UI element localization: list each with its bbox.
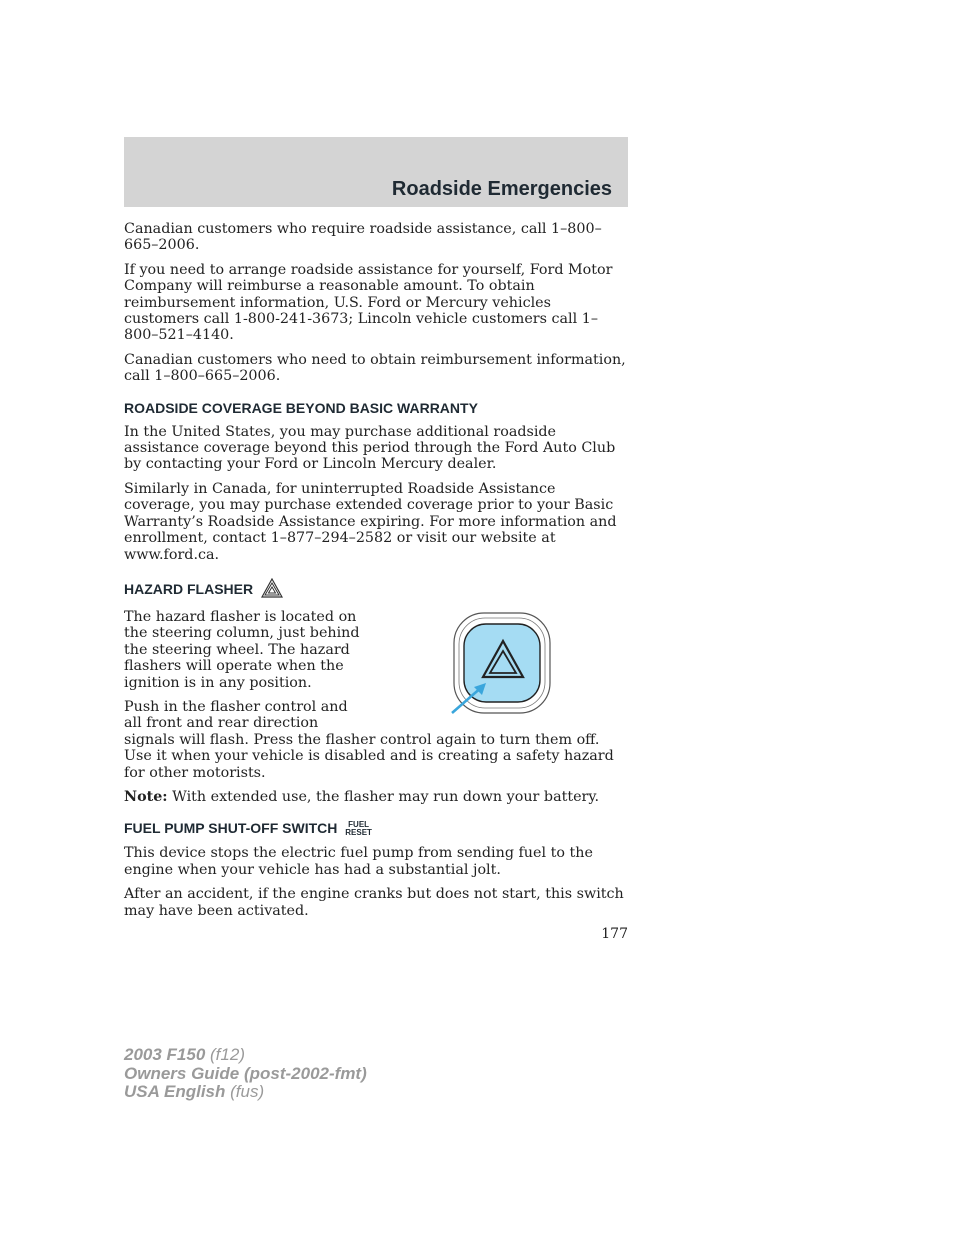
hazard-note	[124, 789, 628, 805]
coverage-heading: ROADSIDE COVERAGE BEYOND BASIC WARRANTY	[124, 399, 478, 416]
fuel-paragraph-2: After an accident, if the engine cranks but does not start, this switch may have been activated.	[124, 886, 624, 919]
footer-line-1	[124, 1046, 367, 1065]
footer-language: USA English	[124, 1082, 226, 1101]
hazard-flasher-illustration	[378, 611, 568, 721]
fuel-reset-icon-line2: RESET	[345, 828, 372, 838]
footer-line-2	[124, 1065, 367, 1084]
fuel-heading-text: FUEL PUMP SHUT-OFF SWITCH	[124, 820, 338, 837]
coverage-paragraph-2: Similarly in Canada, for uninterrupted Roadside Assistance coverage, you may purchase extended coverage prior to your Basic Warranty’s Roadside Assistance expiring. For more information and enrollment, contact 1–877–294–2582 or visit our website at www.ford.ca.	[124, 480, 617, 563]
note-label: Note:	[124, 788, 168, 805]
fuel-paragraph-1: This device stops the electric fuel pump from sending fuel to the engine when your vehicle has had a substantial jolt.	[124, 845, 593, 878]
footer-model-code: (f12)	[205, 1045, 245, 1064]
intro-paragraph-3: Canadian customers who need to obtain reimbursement information, call 1–800–665–2006.	[124, 351, 626, 385]
note-text: With extended use, the flasher may run down your battery.	[167, 788, 600, 805]
hazard-heading-text: HAZARD FLASHER	[124, 580, 254, 597]
fuel-reset-icon	[345, 821, 372, 837]
fuel-heading	[124, 820, 628, 837]
footer-language-code: (fus)	[225, 1082, 265, 1101]
intro-paragraph-1: Canadian customers who require roadside assistance, call 1–800–665–2006.	[124, 221, 602, 254]
section-header	[124, 137, 628, 207]
section-title: Roadside Emergencies	[391, 178, 612, 200]
hazard-paragraph-2: Push in the flasher control and all front and rear direction signals will flash. Press the flasher control again to turn them off. Use it when your vehicle is disabled and is creating a safety hazard for other motorists.	[124, 698, 614, 781]
footer-line-3	[124, 1083, 367, 1102]
footer-model: 2003 F150	[124, 1045, 206, 1064]
hazard-heading	[124, 578, 628, 601]
coverage-paragraph-1: In the United States, you may purchase additional roadside assistance coverage beyond this period through the Ford Auto Club by contacting your Ford or Lincoln Mercury dealer.	[124, 423, 616, 473]
intro-paragraph-2: If you need to arrange roadside assistance for yourself, Ford Motor Company will reimburse a reasonable amount. To obtain reimbursement information, U.S. Ford or Mercury vehicles customers call 1-800-241-3673; Lincoln vehicle customers call 1–800–521–4140.	[124, 261, 613, 344]
page-number: 177	[601, 926, 628, 942]
hazard-triangle-icon	[261, 578, 283, 601]
document-footer	[124, 1046, 367, 1102]
fuel-reset-icon-line1: FUEL	[348, 820, 370, 830]
hazard-button	[464, 624, 540, 702]
hazard-paragraph-1: The hazard flasher is located on the steering column, just behind the steering wheel. The hazard flashers will operate when the ignition is in any position.	[124, 608, 360, 691]
page-content	[124, 221, 628, 927]
footer-guide: Owners Guide (post-2002-fmt)	[124, 1063, 367, 1083]
